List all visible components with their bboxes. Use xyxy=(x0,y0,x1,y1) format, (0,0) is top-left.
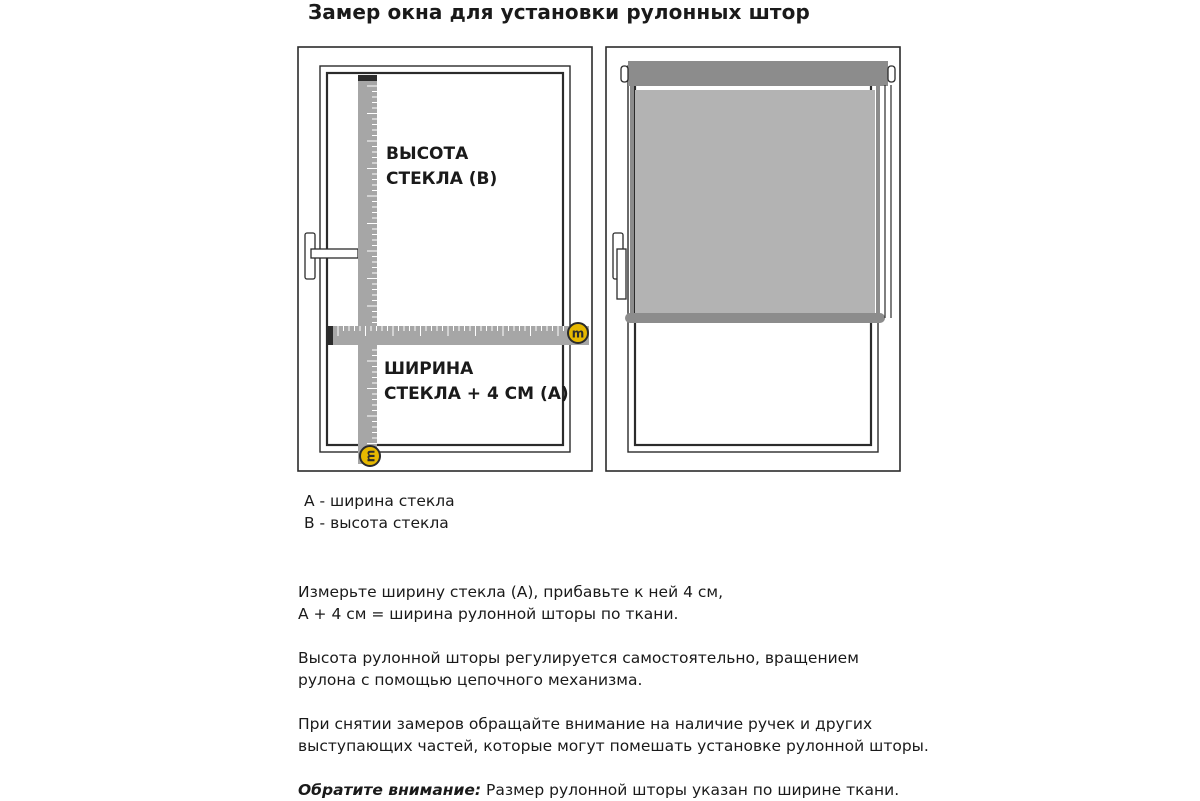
legend xyxy=(304,490,455,534)
instruction-paragraph-1 xyxy=(298,581,938,625)
instruction-2-line-1: Высота рулонной шторы регулируется самостоятельно, вращением xyxy=(298,649,859,667)
instruction-3-line-2: выступающих частей, которые могут помешать установке рулонной шторы. xyxy=(298,737,929,755)
height-label-line2: СТЕКЛА (В) xyxy=(386,169,498,189)
roller-blind-bottom-bar xyxy=(625,313,885,323)
note-text: Размер рулонной шторы указан по ширине ткани. xyxy=(481,781,900,799)
instruction-1-line-1: Измерьте ширину стекла (А), прибавьте к ней 4 см, xyxy=(298,583,724,601)
height-label-line1: ВЫСОТА xyxy=(386,144,469,164)
page-title: Замер окна для установки рулонных штор xyxy=(308,0,810,24)
left-window-handle-icon xyxy=(305,233,358,279)
tape-badge-bottom-label: m xyxy=(363,449,378,463)
right-window xyxy=(606,47,900,471)
horizontal-measuring-tape xyxy=(327,326,589,345)
instructions xyxy=(298,581,938,801)
tape-badge-right-label: m xyxy=(571,326,585,341)
roller-blind xyxy=(621,61,895,323)
instruction-2-line-2: рулона с помощью цепочного механизма. xyxy=(298,671,643,689)
left-window xyxy=(298,47,592,471)
legend-item-a: А - ширина стекла xyxy=(304,492,455,510)
instruction-paragraph-3 xyxy=(298,713,938,757)
roller-blind-fabric xyxy=(635,90,875,314)
vertical-measuring-tape xyxy=(358,75,377,464)
width-label-line2: СТЕКЛА + 4 СМ (А) xyxy=(384,384,569,404)
width-label-line1: ШИРИНА xyxy=(384,359,474,379)
roller-blind-cassette xyxy=(628,61,888,86)
tape-measure-badge-right-icon xyxy=(568,323,588,343)
right-window-handle-icon xyxy=(613,233,626,299)
instruction-1-line-2: А + 4 см = ширина рулонной шторы по ткани. xyxy=(298,605,679,623)
instruction-3-line-1: При снятии замеров обращайте внимание на наличие ручек и других xyxy=(298,715,873,733)
instruction-paragraph-2 xyxy=(298,647,938,691)
legend-item-b: В - высота стекла xyxy=(304,514,449,532)
tape-measure-badge-bottom-icon xyxy=(360,446,380,466)
note-paragraph xyxy=(298,779,938,801)
note-label: Обратите внимание: xyxy=(298,781,482,799)
left-window-outer-frame xyxy=(298,47,592,471)
